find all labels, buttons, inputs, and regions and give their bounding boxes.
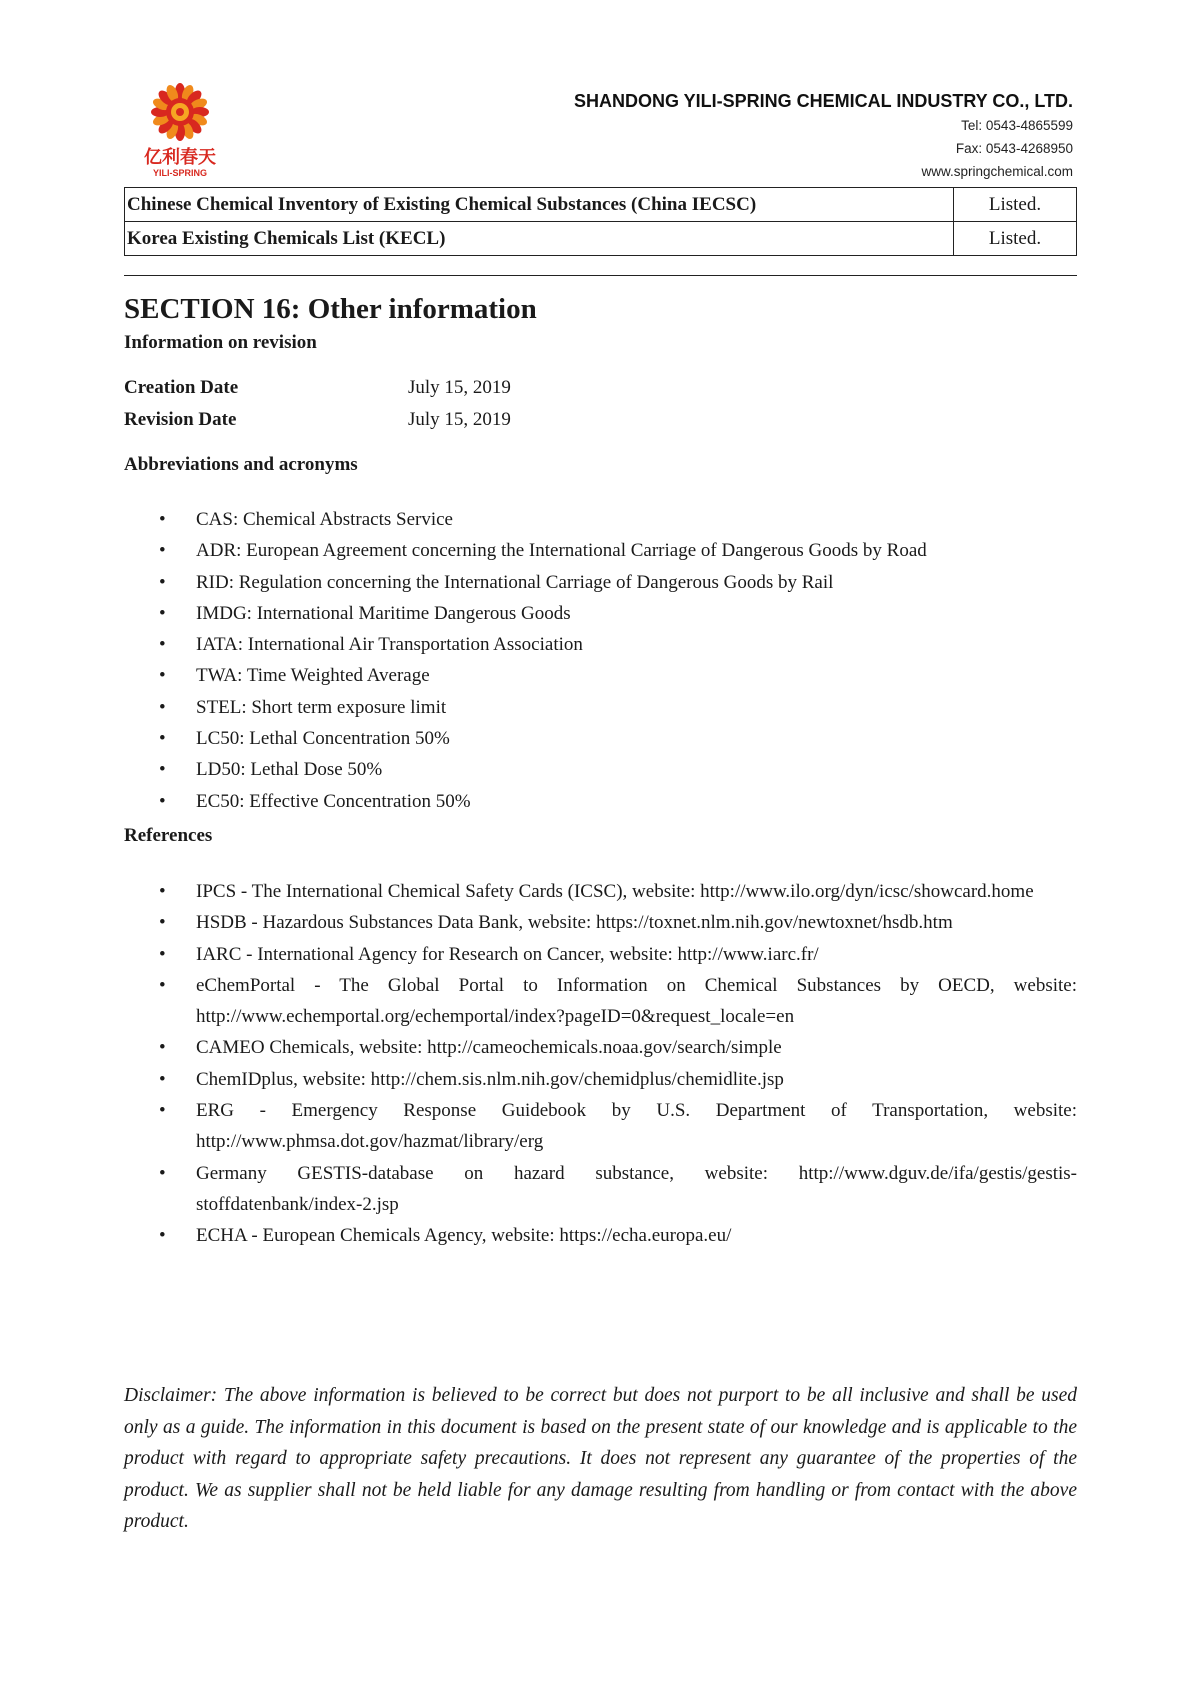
abbreviation-item [124, 723, 1077, 754]
list-item-text: RID: Regulation concerning the International Carriage of Dangerous Goods by Rail [196, 571, 834, 593]
reference-item [124, 907, 1077, 938]
company-info [574, 88, 1073, 183]
company-fax: Fax: 0543-4268950 [955, 141, 1073, 156]
list-item-text: TWA: Time Weighted Average [196, 665, 430, 687]
inventory-name: Chinese Chemical Inventory of Existing Chemical Substances (China IECSC) [125, 188, 954, 222]
bullet-icon: • [159, 540, 166, 562]
bullet-icon: • [159, 974, 166, 996]
inventory-name: Korea Existing Chemicals List (KECL) [125, 222, 954, 256]
divider [124, 275, 1077, 276]
abbreviation-item [124, 629, 1077, 660]
abbreviations-list [124, 504, 1077, 817]
reference-item [124, 970, 1077, 1033]
sunflower-logo-icon [140, 82, 220, 146]
abbreviation-item [124, 754, 1077, 785]
list-item-text: LC50: Lethal Concentration 50% [196, 728, 450, 750]
bullet-icon: • [159, 602, 166, 624]
company-logo [140, 82, 220, 182]
abbreviation-item [124, 535, 1077, 566]
bullet-icon: • [159, 912, 166, 934]
abbreviation-item [124, 692, 1077, 723]
list-item-text: LD50: Lethal Dose 50% [196, 759, 383, 781]
bullet-icon: • [159, 1037, 166, 1059]
disclaimer-text: Disclaimer: The above information is believed to be correct but does not purport to be all inclusive and shall be used only as a guide. The information in this document is based on the present state of our knowledge and is applicable to the product with regard to appropriate safety precautions. It does not represent any guarantee of the properties of the product. We as supplier shall not be held liable for any damage resulting from handling or from contact with the above product. [124, 1385, 1077, 1532]
regulatory-inventory-table [124, 187, 1077, 256]
list-item-text: CAS: Chemical Abstracts Service [196, 509, 453, 530]
creation-date-label: Creation Date [124, 377, 239, 398]
reference-item [124, 1158, 1077, 1221]
bullet-icon: • [159, 634, 166, 656]
revision-heading: Information on revision [124, 332, 317, 353]
bullet-icon: • [159, 759, 166, 781]
table-row [125, 222, 1077, 256]
bullet-icon: • [159, 943, 166, 965]
list-item-text: ECHA - European Chemicals Agency, website: https://echa.europa.eu/ [196, 1225, 732, 1247]
list-item-text: ADR: European Agreement concerning the International Carriage of Dangerous Goods by Road [196, 540, 927, 562]
inventory-status: Listed. [954, 222, 1077, 256]
logo-english-text: YILI-SPRING [152, 168, 207, 178]
list-item-text: HSDB - Hazardous Substances Data Bank, website: https://toxnet.nlm.nih.gov/newtoxnet/hsdb.htm [196, 912, 953, 934]
abbreviation-item [124, 660, 1077, 691]
list-item-text: EC50: Effective Concentration 50% [196, 790, 471, 812]
creation-date-row [124, 375, 511, 401]
abbreviation-item [124, 567, 1077, 598]
list-item-text: IMDG: International Maritime Dangerous Goods [196, 602, 571, 624]
list-item-text: eChemPortal - The Global Portal to Information on Chemical Substances by OECD, website: http://www.echemportal.org/echemportal/index?pageID=0&request_locale=en [196, 974, 1077, 1028]
list-item-text: Germany GESTIS-database on hazard substance, website: http://www.dguv.de/ifa/gestis/gestis-stoffdatenbank/index-2.jsp [196, 1162, 1077, 1215]
company-tel: Tel: 0543-4865599 [961, 118, 1073, 133]
abbreviation-item [124, 598, 1077, 629]
inventory-status: Listed. [954, 188, 1077, 222]
bullet-icon: • [159, 1068, 166, 1090]
revision-date-row [124, 407, 511, 433]
bullet-icon: • [159, 1225, 166, 1247]
bullet-icon: • [159, 790, 166, 812]
list-item-text: IATA: International Air Transportation Association [196, 634, 583, 656]
list-item-text: ChemIDplus, website: http://chem.sis.nlm.nih.gov/chemidplus/chemidlite.jsp [196, 1068, 784, 1090]
company-name: SHANDONG YILI-SPRING CHEMICAL INDUSTRY CO., LTD. [573, 91, 1073, 111]
bullet-icon: • [159, 696, 166, 718]
creation-date-value: July 15, 2019 [408, 377, 511, 398]
revision-date-label: Revision Date [124, 409, 237, 430]
references-list [124, 876, 1077, 1252]
list-item-text: STEL: Short term exposure limit [196, 696, 447, 718]
list-item-text: ERG - Emergency Response Guidebook by U.S. Department of Transportation, website: http://www.phmsa.dot.gov/hazmat/library/erg [196, 1100, 1077, 1153]
abbreviations-heading: Abbreviations and acronyms [124, 454, 358, 475]
list-item-text: CAMEO Chemicals, website: http://cameochemicals.noaa.gov/search/simple [196, 1037, 782, 1059]
list-item-text: IPCS - The International Chemical Safety Cards (ICSC), website: http://www.ilo.org/dyn/icsc/showcard.home [196, 881, 1034, 902]
bullet-icon: • [159, 728, 166, 750]
references-heading: References [124, 825, 213, 846]
reference-item [124, 939, 1077, 970]
reference-item [124, 1032, 1077, 1063]
bullet-icon: • [159, 1100, 166, 1122]
bullet-icon: • [159, 881, 166, 902]
reference-item [124, 1220, 1077, 1251]
abbreviation-item [124, 504, 1077, 535]
section-title: SECTION 16: Other information [124, 293, 537, 325]
company-website[interactable]: www.springchemical.com [921, 164, 1073, 179]
list-item-text: IARC - International Agency for Research on Cancer, website: http://www.iarc.fr/ [196, 943, 819, 965]
logo-chinese-text: 亿利春天 [144, 147, 216, 168]
bullet-icon: • [159, 571, 166, 593]
bullet-icon: • [159, 1162, 166, 1184]
reference-item [124, 1095, 1077, 1158]
reference-item [124, 876, 1077, 907]
abbreviation-item [124, 786, 1077, 817]
bullet-icon: • [159, 509, 166, 530]
bullet-icon: • [159, 665, 166, 687]
reference-item [124, 1064, 1077, 1095]
revision-date-value: July 15, 2019 [408, 409, 511, 430]
table-row [125, 188, 1077, 222]
